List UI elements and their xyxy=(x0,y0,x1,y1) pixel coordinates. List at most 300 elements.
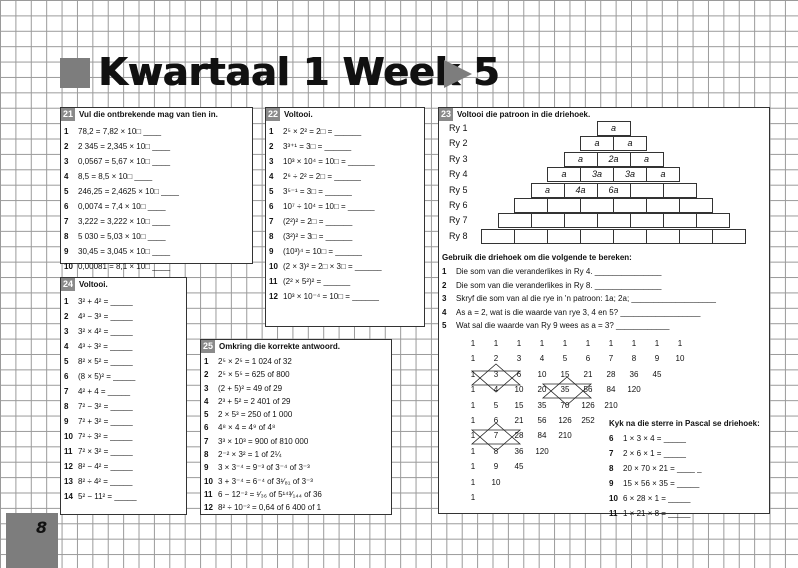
item-text: 8² − 4² = _____ xyxy=(78,462,133,471)
item-number: 11 xyxy=(269,277,278,286)
row-label: Ry 8 xyxy=(449,230,468,241)
pascal-number: 56 xyxy=(537,416,547,425)
item-number: 9 xyxy=(64,247,69,256)
triangle-cell: 2a xyxy=(597,152,631,167)
question-number: 4 xyxy=(442,307,447,317)
item-number: 2 xyxy=(204,370,209,380)
pascal-number: 20 xyxy=(537,385,547,395)
question-text: Die som van die veranderlikes in Ry 4. _______________ xyxy=(456,267,662,276)
pascal-number: 84 xyxy=(537,431,547,441)
item-number: 1 xyxy=(64,297,69,306)
item-number: 6 xyxy=(204,423,209,433)
exercise-item xyxy=(204,448,391,461)
pascal-number: 1 xyxy=(470,477,476,487)
triangle-cell xyxy=(613,229,647,244)
exercise-item xyxy=(64,184,252,199)
pascal-number: 210 xyxy=(558,431,572,441)
item-text: 10⁷ ÷ 10⁴ = 10□ = ______ xyxy=(283,202,375,211)
exercise-heading: Voltooi die patroon in die driehoek. xyxy=(457,110,591,119)
item-number: 9 xyxy=(204,463,209,473)
question-text: Wat sal die waarde van Ry 9 wees as a = 3? ____________ xyxy=(456,321,670,330)
triangle-cell xyxy=(547,198,581,213)
pascal-number: 45 xyxy=(652,369,662,379)
item-text: 5 030 = 5,03 × 10□ ____ xyxy=(78,232,166,241)
pascal-number: 10 xyxy=(514,385,524,395)
triangle-cell xyxy=(514,229,548,244)
pascal-number: 210 xyxy=(604,400,618,410)
item-number: 6 xyxy=(64,202,69,211)
pascal-number: 1 xyxy=(470,354,476,364)
question-text: Die som van die veranderlikes in Ry 8. _______________ xyxy=(456,280,662,290)
exercise-number: 24 xyxy=(63,279,74,289)
item-text: 3² + 4² = _____ xyxy=(78,297,133,306)
pascal-number: 36 xyxy=(629,369,639,379)
item-number: 7 xyxy=(64,387,69,396)
item-number: 14 xyxy=(64,492,73,501)
triangle-cell xyxy=(481,229,515,244)
item-number: 4 xyxy=(204,396,209,406)
pascal-number: 9 xyxy=(493,462,499,472)
pascal-number: 35 xyxy=(560,385,570,395)
item-number: 2 xyxy=(64,312,69,321)
triangle-cell: a xyxy=(613,136,647,151)
pascal-number: 10 xyxy=(491,477,501,487)
item-number: 2 xyxy=(269,142,274,151)
item-number: 9 xyxy=(269,247,274,256)
item-number: 11 xyxy=(204,489,213,499)
triangle-cell: 3a xyxy=(613,167,647,182)
item-number: 8 xyxy=(204,450,209,460)
item-text: 6 − 12⁻² = ¹⁄₃₆ of 5¹⁴³⁄₁₄₄ of 36 xyxy=(218,489,322,499)
pascal-number: 1 xyxy=(539,339,545,348)
pascal-number: 15 xyxy=(560,369,570,379)
question xyxy=(442,294,716,303)
exercise-item xyxy=(64,444,186,459)
question xyxy=(442,281,661,290)
pascal-number: 70 xyxy=(560,400,570,410)
exercise-item xyxy=(64,474,186,489)
item-text: (2 + 5)² = 49 of 29 xyxy=(218,383,283,393)
pascal-number: 252 xyxy=(581,416,595,425)
item-number: 6 xyxy=(64,372,69,381)
item-number: 7 xyxy=(204,436,209,446)
item-number: 3 xyxy=(64,157,69,166)
pascal-number: 126 xyxy=(581,400,595,410)
item-text: 3² × 4² = _____ xyxy=(78,327,133,336)
item-text: 2³ + 5² = 2 401 of 29 xyxy=(218,396,291,406)
star-question-text: 6 × 28 × 1 = _____ xyxy=(623,494,691,503)
item-text: 2⁵ × 2⁵ = 1 024 of 32 xyxy=(218,357,292,366)
exercise-item xyxy=(269,124,424,139)
exercise-item xyxy=(204,368,391,381)
triangle-cell: 6a xyxy=(597,183,631,198)
star-question xyxy=(609,434,686,443)
triangle-cell: a xyxy=(531,183,565,198)
exercise-item xyxy=(269,259,424,274)
item-text: 4⁸ × 4 = 4⁹ of 4⁸ xyxy=(218,423,276,433)
item-number: 12 xyxy=(204,503,213,513)
item-text: 8² × 5² = _____ xyxy=(78,357,133,366)
exercise-item xyxy=(204,395,391,408)
exercise-item xyxy=(64,354,186,369)
item-text: (2² × 5²)² = ______ xyxy=(283,277,351,286)
item-number: 7 xyxy=(64,217,69,226)
triangle-cell xyxy=(547,229,581,244)
pascal-number: 2 xyxy=(493,354,499,364)
star-question xyxy=(609,509,690,518)
exercise-item xyxy=(64,489,186,504)
pascal-number: 6 xyxy=(585,354,591,364)
triangle-cell xyxy=(498,213,532,228)
triangle-cell xyxy=(630,183,664,198)
exercise-heading: Vul die ontbrekende mag van tien in. xyxy=(79,110,218,119)
item-text: 7² − 3² = _____ xyxy=(78,402,133,411)
pascal-number: 6 xyxy=(516,369,522,379)
question-number: 3 xyxy=(442,294,447,303)
pascal-number: 1 xyxy=(470,339,476,348)
item-text: 8² ÷ 10⁻² = 0,64 of 6 400 of 1 xyxy=(218,503,322,513)
triangle-cell xyxy=(630,213,664,228)
item-text: 4² + 4 = _____ xyxy=(78,387,131,396)
triangle-cell: a xyxy=(630,152,664,167)
item-text: 0,0567 = 5,67 × 10□ ____ xyxy=(78,157,171,166)
pascal-number: 120 xyxy=(627,385,641,395)
pascal-number: 5 xyxy=(562,354,568,364)
item-text: 5² − 11² = _____ xyxy=(78,492,137,501)
item-number: 10 xyxy=(204,476,213,486)
item-text: 0,0074 = 7,4 × 10□ ____ xyxy=(78,202,166,211)
item-number: 2 xyxy=(64,142,69,151)
exercise-number: 22 xyxy=(268,109,279,119)
exercise-item xyxy=(64,139,252,154)
star-question-number: 9 xyxy=(609,479,614,488)
question xyxy=(442,321,669,330)
item-number: 5 xyxy=(204,410,209,420)
row-label: Ry 6 xyxy=(449,200,468,210)
item-text: 3 × 3⁻⁴ = 9⁻³ of 3⁻⁴ of 3⁻³ xyxy=(218,463,310,473)
triangle-cell xyxy=(580,198,614,213)
pascal-number: 56 xyxy=(583,385,593,395)
exercise-item xyxy=(64,259,252,274)
triangle-cell xyxy=(613,198,647,213)
item-number: 5 xyxy=(64,357,69,366)
item-number: 8 xyxy=(64,402,69,411)
question-number: 2 xyxy=(442,280,447,290)
pascal-number: 1 xyxy=(493,339,499,348)
item-number: 10 xyxy=(269,262,278,271)
pascal-number: 120 xyxy=(535,446,549,456)
pascal-number: 28 xyxy=(606,369,616,379)
pascal-number: 3 xyxy=(516,354,522,364)
exercise-item xyxy=(204,382,391,395)
pascal-number: 4 xyxy=(493,385,499,395)
pascal-number: 1 xyxy=(470,462,476,472)
pascal-number: 36 xyxy=(514,446,524,456)
exercise-heading: Voltooi. xyxy=(79,280,108,289)
exercise-heading: Voltooi. xyxy=(284,110,313,119)
triangle-cell xyxy=(663,183,697,198)
question xyxy=(442,267,661,276)
triangle-cell: 3a xyxy=(580,167,614,182)
star-question xyxy=(609,464,702,473)
question-text: Skryf die som van al die rye in 'n patroon: 1a; 2a; ___________________ xyxy=(456,294,716,303)
question xyxy=(442,308,700,317)
pascal-number: 1 xyxy=(470,431,476,441)
pascal-number: 1 xyxy=(585,339,591,348)
item-number: 5 xyxy=(269,187,274,196)
exercise-item xyxy=(204,355,391,368)
row-label: Ry 4 xyxy=(449,169,468,180)
exercise-item xyxy=(64,214,252,229)
exercise-item xyxy=(64,169,252,184)
exercise-item xyxy=(269,214,424,229)
page-title: Kwartaal 1 Week 5 xyxy=(98,50,500,94)
item-text: 3³⁺¹ = 3□ = ______ xyxy=(283,142,352,151)
item-text: (2 × 3)² = 2□ × 3□ = ______ xyxy=(283,262,382,271)
item-number: 10 xyxy=(64,262,73,271)
exercise-item xyxy=(269,139,424,154)
star-question-number: 8 xyxy=(609,464,614,473)
triangle-cell xyxy=(679,229,713,244)
item-text: 30,45 = 3,045 × 10□ ____ xyxy=(78,247,171,256)
exercise-number: 25 xyxy=(203,341,214,351)
item-number: 7 xyxy=(269,217,274,226)
star-question-text: 1 × 3 × 4 = _____ xyxy=(623,434,686,443)
item-number: 4 xyxy=(64,172,69,181)
pascal-number: 3 xyxy=(493,369,499,379)
pascal-number: 7 xyxy=(608,354,614,364)
exercise-item xyxy=(204,475,391,488)
item-text: (2²)² = 2□ = ______ xyxy=(283,217,353,226)
item-text: (10³)⁴ = 10□ = ______ xyxy=(283,247,362,256)
triangle-cell xyxy=(646,229,680,244)
triangle-cell xyxy=(580,229,614,244)
question-number: 5 xyxy=(442,321,447,330)
row-label: Ry 2 xyxy=(449,138,468,149)
page-tab xyxy=(6,513,58,568)
exercise-item xyxy=(269,229,424,244)
exercise-22 xyxy=(265,107,425,327)
item-number: 3 xyxy=(204,383,209,393)
exercise-item xyxy=(204,408,391,421)
pascal-number: 1 xyxy=(654,339,660,348)
item-text: 2⁵ × 5⁵ = 625 of 800 xyxy=(218,370,290,380)
exercise-item xyxy=(204,461,391,474)
row-label: Ry 1 xyxy=(449,123,468,133)
item-number: 1 xyxy=(269,127,274,136)
page-number: 8 xyxy=(36,518,48,537)
item-text: 3,222 = 3,222 × 10□ ____ xyxy=(78,217,171,226)
pascal-number: 1 xyxy=(470,446,476,456)
item-text: 10³ × 10⁴ = 10□ = ______ xyxy=(283,157,375,166)
item-text: 4³ − 3³ = _____ xyxy=(78,312,133,321)
exercise-item xyxy=(64,124,252,139)
item-text: (3²)² = 3□ = ______ xyxy=(283,232,353,241)
item-number: 8 xyxy=(64,232,69,241)
star-question xyxy=(609,449,686,458)
pascal-number: 84 xyxy=(606,385,616,395)
item-text: 2 345 = 2,345 × 10□ ____ xyxy=(78,142,171,151)
star-question-number: 7 xyxy=(609,449,614,458)
item-number: 6 xyxy=(269,202,274,211)
item-number: 4 xyxy=(269,172,274,181)
pascal-number: 7 xyxy=(493,431,499,441)
item-number: 12 xyxy=(64,462,73,471)
pascal-number: 45 xyxy=(514,462,524,472)
item-number: 8 xyxy=(269,232,274,241)
exercise-item xyxy=(64,199,252,214)
item-text: 8,5 = 8,5 × 10□ ____ xyxy=(78,172,153,181)
star-question-number: 10 xyxy=(609,494,618,503)
pascal-number: 1 xyxy=(470,416,476,425)
exercise-item xyxy=(64,294,186,309)
exercise-item xyxy=(64,339,186,354)
triangle-cell: a xyxy=(646,167,680,182)
item-text: 78,2 = 7,82 × 10□ ____ xyxy=(78,127,162,136)
exercise-item xyxy=(204,421,391,434)
question-number: 1 xyxy=(442,267,447,276)
pascal-number: 1 xyxy=(677,339,683,348)
exercise-item xyxy=(269,274,424,289)
star-question-text: 15 × 56 × 35 = _____ xyxy=(623,479,700,488)
star-question xyxy=(609,479,699,488)
triangle-cell xyxy=(712,229,746,244)
exercise-item xyxy=(64,369,186,384)
item-text: 246,25 = 2,4625 × 10□ ____ xyxy=(78,187,179,196)
pascal-number: 1 xyxy=(470,369,476,379)
triangle-cell: a xyxy=(564,152,598,167)
pascal-number: 1 xyxy=(608,339,614,348)
exercise-item xyxy=(269,244,424,259)
exercise-item xyxy=(269,289,424,304)
pascal-number: 1 xyxy=(470,400,476,410)
pascal-number: 4 xyxy=(539,354,545,364)
row-label: Ry 5 xyxy=(449,184,468,195)
item-number: 3 xyxy=(269,157,274,166)
item-text: 7² + 3² = _____ xyxy=(78,417,133,426)
item-number: 4 xyxy=(64,342,69,351)
item-text: 0,00081 = 8,1 × 10□ ____ xyxy=(78,262,171,271)
title-arrow-icon xyxy=(444,60,472,88)
pascal-number: 5 xyxy=(493,400,499,410)
star-question-number: 6 xyxy=(609,434,614,443)
pascal-number: 1 xyxy=(631,339,637,348)
exercise-item xyxy=(269,199,424,214)
exercise-item xyxy=(64,399,186,414)
triangle-cell xyxy=(531,213,565,228)
exercise-25 xyxy=(200,339,392,515)
exercise-item xyxy=(204,435,391,448)
exercise-item xyxy=(64,429,186,444)
exercise-item xyxy=(269,154,424,169)
instruction: Gebruik die driehoek om die volgende te bereken: xyxy=(442,253,632,262)
item-text: 2⁵ × 2² = 2□ = ______ xyxy=(283,127,362,136)
triangle-cell: a xyxy=(597,121,631,136)
exercise-item xyxy=(64,309,186,324)
item-text: 2⁶ ÷ 2² = 2□ = ______ xyxy=(283,172,361,181)
exercise-item xyxy=(269,184,424,199)
pascal-number: 21 xyxy=(583,369,593,379)
item-number: 12 xyxy=(269,292,278,301)
item-text: (8 × 5)² = _____ xyxy=(78,372,136,381)
item-text: 2⁻² × 3² = 1 of 2¼ xyxy=(218,450,282,460)
triangle-cell xyxy=(597,213,631,228)
item-number: 9 xyxy=(64,417,69,426)
triangle-cell xyxy=(646,198,680,213)
pascal-number: 1 xyxy=(470,493,476,502)
exercise-number: 23 xyxy=(441,109,452,119)
star-question xyxy=(609,494,690,503)
item-text: 10³ × 10⁻⁴ = 10□ = ______ xyxy=(283,292,379,301)
exercise-item xyxy=(64,324,186,339)
item-text: 7² × 3² = _____ xyxy=(78,447,133,456)
exercise-item xyxy=(269,169,424,184)
exercise-24 xyxy=(60,277,187,515)
pascal-number: 1 xyxy=(562,339,568,348)
pascal-number: 6 xyxy=(493,416,499,425)
exercise-item xyxy=(64,414,186,429)
exercise-heading: Omkring die korrekte antwoord. xyxy=(219,342,340,351)
pascal-number: 35 xyxy=(537,400,547,410)
pascal-number: 15 xyxy=(514,400,524,410)
pascal-number: 9 xyxy=(654,354,660,364)
pascal-number: 8 xyxy=(493,446,499,456)
item-number: 13 xyxy=(64,477,73,486)
item-number: 1 xyxy=(204,357,209,366)
exercise-21 xyxy=(60,107,253,271)
item-text: 4³ ÷ 3² = _____ xyxy=(78,342,133,351)
triangle-cell: 4a xyxy=(564,183,598,198)
item-text: 7² ÷ 3² = _____ xyxy=(78,432,133,441)
pascal-number: 126 xyxy=(558,416,572,425)
triangle-cell: a xyxy=(580,136,614,151)
star-question-text: 1 × 21 × 8 = _____ xyxy=(623,509,691,518)
item-text: 3 + 3⁻⁴ = 6⁻⁴ of 3¹⁄₈₁ of 3⁻³ xyxy=(218,476,313,486)
item-text: 2 × 5³ = 250 of 1 000 xyxy=(218,410,293,420)
stars-heading: Kyk na die sterre in Pascal se driehoek: xyxy=(609,419,760,428)
pascal-number: 1 xyxy=(516,339,522,348)
item-number: 3 xyxy=(64,327,69,336)
triangle-cell xyxy=(514,198,548,213)
triangle-cell xyxy=(663,213,697,228)
exercise-item xyxy=(64,229,252,244)
pascal-number: 10 xyxy=(675,354,685,364)
exercise-item xyxy=(64,384,186,399)
triangle-cell xyxy=(696,213,730,228)
exercise-item xyxy=(204,501,391,514)
triangle-cell: a xyxy=(547,167,581,182)
pascal-number: 8 xyxy=(631,354,637,364)
pascal-number: 10 xyxy=(537,369,547,379)
item-number: 10 xyxy=(64,432,73,441)
star-question-text: 2 × 6 × 1 = _____ xyxy=(623,449,686,458)
star-question-number: 11 xyxy=(609,509,618,518)
row-label: Ry 3 xyxy=(449,153,468,164)
exercise-item xyxy=(64,459,186,474)
item-text: 8² ÷ 4² = _____ xyxy=(78,477,133,486)
title-square-icon xyxy=(60,58,90,88)
row-label: Ry 7 xyxy=(449,215,468,226)
item-number: 11 xyxy=(64,447,73,456)
exercise-item xyxy=(64,154,252,169)
exercise-number: 21 xyxy=(63,109,74,119)
pascal-number: 28 xyxy=(514,431,524,441)
exercise-item xyxy=(64,244,252,259)
item-number: 5 xyxy=(64,187,69,196)
exercise-item xyxy=(204,488,391,501)
pascal-number: 1 xyxy=(470,385,476,395)
item-number: 1 xyxy=(64,127,69,136)
